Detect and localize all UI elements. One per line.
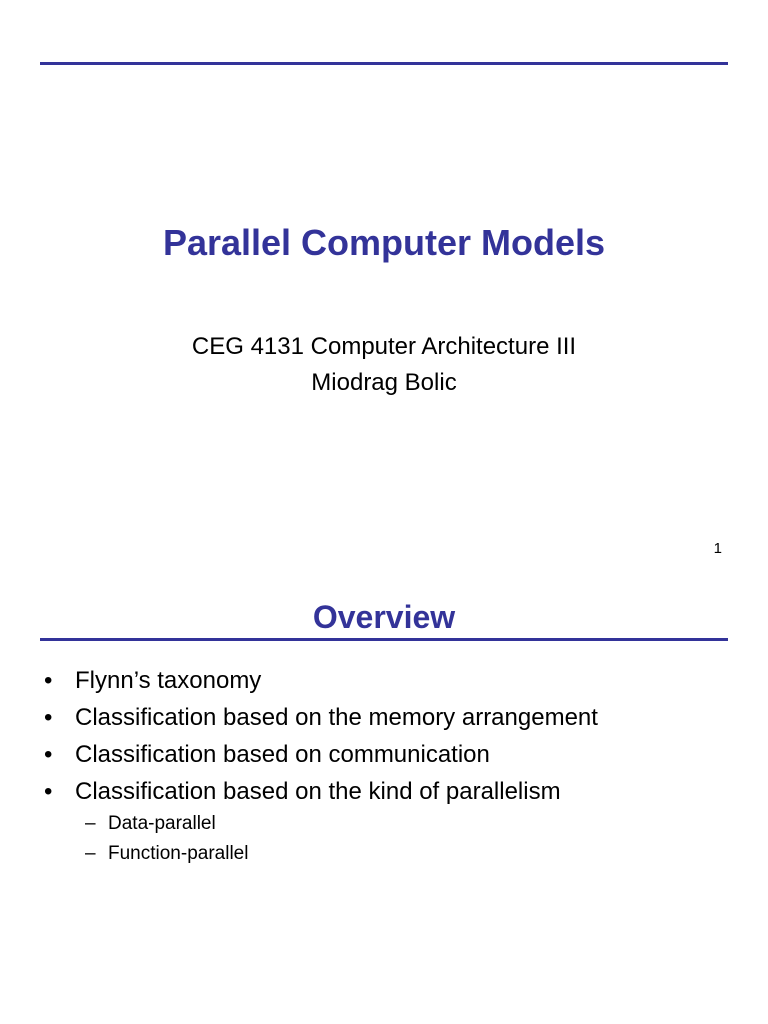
dash-icon: – bbox=[85, 843, 96, 864]
author-name: Miodrag Bolic bbox=[311, 369, 457, 396]
dash-icon: – bbox=[85, 813, 96, 834]
slide-title: Parallel Computer Models bbox=[162, 222, 606, 263]
bullet-item bbox=[40, 736, 728, 773]
sub-bullet-list bbox=[40, 809, 728, 869]
overview-divider bbox=[40, 638, 728, 641]
bullet-item bbox=[40, 773, 728, 810]
sub-bullet-text: Data-parallel bbox=[108, 813, 216, 834]
bullet-icon: • bbox=[44, 667, 53, 694]
overview-title: Overview bbox=[312, 599, 456, 635]
bullet-icon: • bbox=[44, 704, 53, 731]
bullet-icon: • bbox=[44, 741, 53, 768]
course-name: CEG 4131 Computer Architecture III bbox=[191, 333, 577, 360]
bullet-item bbox=[40, 699, 728, 736]
sub-bullet-item bbox=[40, 839, 728, 869]
page-number: 1 bbox=[713, 540, 722, 557]
bullet-text: Classification based on the kind of parallelism bbox=[75, 778, 561, 805]
bullet-icon: • bbox=[44, 778, 53, 805]
bullet-text: Flynn’s taxonomy bbox=[75, 667, 262, 694]
overview-slide bbox=[0, 576, 768, 1024]
bullet-text: Classification based on the memory arrangement bbox=[75, 704, 598, 731]
bullet-item bbox=[40, 662, 728, 699]
top-divider bbox=[40, 62, 728, 65]
sub-bullet-text: Function-parallel bbox=[108, 843, 249, 864]
bullet-text: Classification based on communication bbox=[75, 741, 490, 768]
bullet-list bbox=[40, 662, 728, 810]
sub-bullet-item bbox=[40, 809, 728, 839]
